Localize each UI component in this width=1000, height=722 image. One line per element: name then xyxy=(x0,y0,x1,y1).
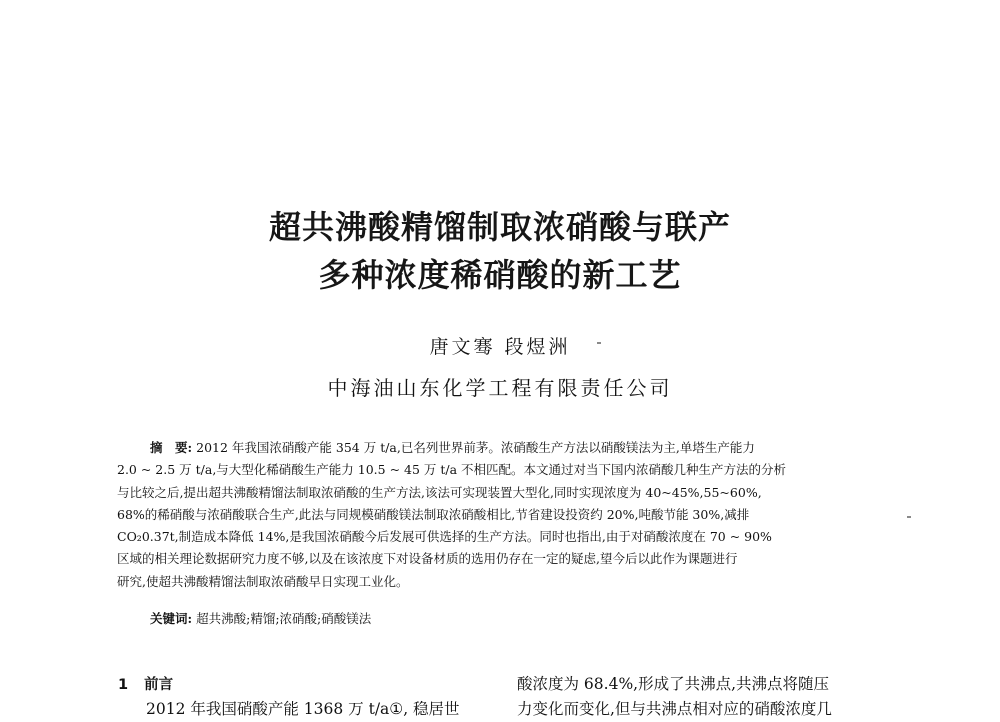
abstract xyxy=(117,437,869,593)
abstract-line: 68%的稀硝酸与浓硝酸联合生产,此法与同规模硝酸镁法制取浓硝酸相比,节省建设投资约 20%,吨酸节能 30%,减排 xyxy=(117,506,750,522)
abstract-line-text: 2012 年我国浓硝酸产能 354 万 t/a,已名列世界前茅。浓硝酸生产方法以硝酸镁法为主,单塔生产能力 xyxy=(196,440,755,455)
keywords-text: 超共沸酸;精馏;浓硝酸;硝酸镁法 xyxy=(196,611,372,626)
scan-speck xyxy=(597,342,601,344)
left-column-text: 2012 年我国硝酸产能 1368 万 t/a①, 稳居世 xyxy=(146,700,460,718)
section-number: 1 xyxy=(118,677,129,693)
scan-speck xyxy=(907,516,911,518)
abstract-line: 与比较之后,提出超共沸酸精馏法制取浓硝酸的生产方法,该法可实现装置大型化,同时实现浓度为 40~45%,55~60%, xyxy=(117,484,762,500)
authors: 唐文骞 段煜洲 xyxy=(429,336,571,358)
abstract-line xyxy=(117,437,869,459)
keywords xyxy=(150,609,371,627)
abstract-label: 摘 要: xyxy=(150,440,193,455)
affiliation: 中海油山东化学工程有限责任公司 xyxy=(327,376,673,400)
paper-title-line-2: 多种浓度稀硝酸的新工艺 xyxy=(318,256,682,294)
abstract-line: 区域的相关理论数据研究力度不够,以及在该浓度下对设备材质的选用仍存在一定的疑虑,望今后以此作为课题进行 xyxy=(117,551,738,567)
section-title: 前言 xyxy=(144,677,174,693)
right-column-text xyxy=(517,672,887,722)
abstract-line: CO₂0.37t,制造成本降低 14%,是我国浓硝酸今后发展可供选择的生产方法。同时也指出,由于对硝酸浓度在 70 ~ 90% xyxy=(117,529,772,545)
right-column-line: 力变化而变化,但与共沸点相对应的硝酸浓度几 xyxy=(517,700,832,718)
right-column-line: 酸浓度为 68.4%,形成了共沸点,共沸点将随压 xyxy=(517,675,830,693)
abstract-line: 2.0 ~ 2.5 万 t/a,与大型化稀硝酸生产能力 10.5 ~ 45 万 t/a 不相匹配。本文通过对当下国内浓硝酸几种生产方法的分析 xyxy=(117,462,787,478)
keywords-label: 关键词: xyxy=(150,611,193,626)
abstract-line: 研究,使超共沸酸精馏法制取浓硝酸早日实现工业化。 xyxy=(117,573,409,589)
section-heading xyxy=(118,673,173,694)
paper-title-line-1: 超共沸酸精馏制取浓硝酸与联产 xyxy=(268,208,731,246)
